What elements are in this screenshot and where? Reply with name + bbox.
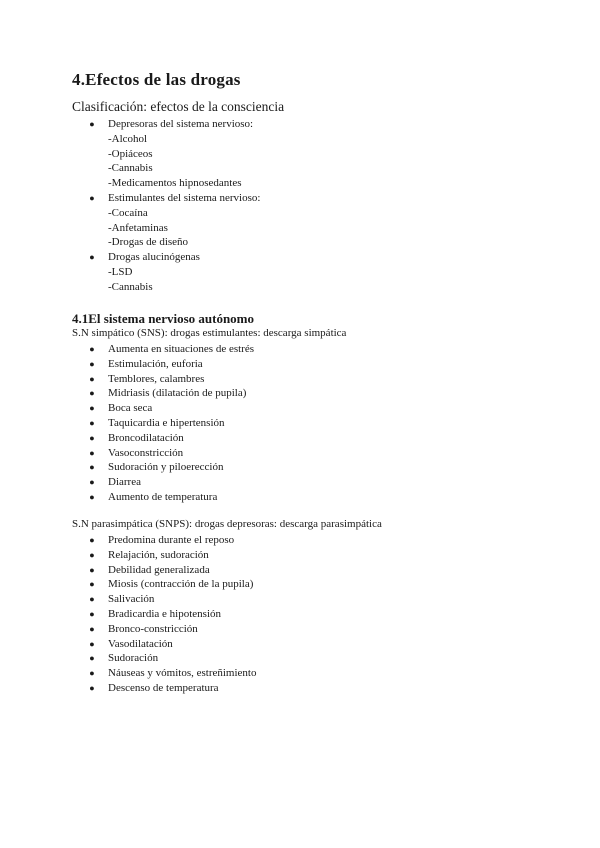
sub-item-text: -LSD — [108, 265, 133, 278]
bullet-icon: ● — [89, 579, 95, 590]
sub-item — [0, 161, 600, 176]
list-item-text: Vasoconstricción — [108, 446, 184, 459]
list-item — [0, 622, 600, 637]
list-item-text: Bradicardia e hipotensión — [108, 607, 222, 620]
list-item-text: Sudoración — [108, 652, 159, 665]
list-item-text: Relajación, sudoración — [108, 548, 209, 561]
bullet-icon: ● — [89, 638, 95, 649]
list-item-text: Aumento de temperatura — [108, 490, 218, 503]
list-item — [0, 431, 600, 446]
list-item — [0, 191, 600, 206]
sub-item — [0, 176, 600, 191]
sns-intro: S.N simpático (SNS): drogas estimulantes: descarga simpática — [72, 327, 347, 339]
list-item-text: Depresoras del sistema nervioso: — [108, 118, 254, 130]
sns-list — [0, 342, 600, 505]
bullet-icon: ● — [89, 388, 95, 399]
list-item — [0, 563, 600, 578]
bullet-icon: ● — [89, 447, 95, 458]
sub-item-text: -Cannabis — [108, 280, 153, 293]
list-item-text: Aumenta en situaciones de estrés — [108, 343, 255, 355]
bullet-icon: ● — [89, 373, 95, 384]
list-item-text: Náuseas y vómitos, estreñimiento — [108, 667, 257, 680]
sub-item-text: -Cannabis — [108, 162, 153, 175]
sub-item — [0, 206, 600, 221]
bullet-icon: ● — [89, 668, 95, 679]
list-item-text: Estimulación, euforia — [108, 357, 203, 370]
list-item — [0, 681, 600, 696]
sub-item-text: -Drogas de diseño — [108, 236, 189, 249]
bullet-icon: ● — [89, 417, 95, 428]
bullet-icon: ● — [89, 682, 95, 693]
bullet-icon: ● — [89, 653, 95, 664]
list-item — [0, 548, 600, 563]
classification-list — [0, 117, 600, 295]
list-item — [0, 386, 600, 401]
sub-item-text: -Medicamentos hipnosedantes — [108, 177, 242, 190]
bullet-icon: ● — [89, 535, 95, 545]
list-item — [0, 592, 600, 607]
list-item — [0, 637, 600, 652]
list-item-text: Drogas alucinógenas — [108, 251, 200, 264]
list-item-text: Midriasis (dilatación de pupila) — [108, 387, 247, 400]
bullet-icon: ● — [89, 623, 95, 634]
bullet-icon: ● — [89, 252, 95, 263]
list-item — [0, 372, 600, 387]
sub-item — [0, 235, 600, 250]
bullet-icon: ● — [89, 462, 95, 473]
bullet-icon: ● — [89, 344, 95, 354]
bullet-icon: ● — [89, 192, 95, 203]
bullet-icon: ● — [89, 119, 95, 129]
list-item — [0, 607, 600, 622]
list-item — [0, 446, 600, 461]
list-item — [0, 577, 600, 592]
list-item — [0, 490, 600, 505]
list-item-text: Broncodilatación — [108, 431, 184, 444]
snps-intro: S.N parasimpática (SNPS): drogas depresoras: descarga parasimpática — [72, 518, 382, 530]
section-heading: 4.1El sistema nervioso autónomo — [72, 311, 254, 326]
bullet-icon: ● — [89, 564, 95, 575]
list-item — [0, 651, 600, 666]
bullet-icon: ● — [89, 358, 95, 369]
list-item — [0, 401, 600, 416]
list-item-text: Predomina durante el reposo — [108, 534, 235, 546]
sub-item-text: -Opiáceos — [108, 147, 153, 160]
sub-item-text: -Cocaína — [108, 206, 148, 219]
list-item-text: Bronco-constricción — [108, 622, 198, 635]
list-item — [0, 666, 600, 681]
list-item — [0, 533, 600, 548]
sub-item-text: -Anfetaminas — [108, 221, 168, 234]
list-item-text: Taquicardia e hipertensión — [108, 416, 225, 429]
list-item — [0, 357, 600, 372]
list-item-text: Sudoración y piloerección — [108, 461, 224, 474]
list-item-text: Boca seca — [108, 402, 153, 415]
sub-item — [0, 147, 600, 162]
bullet-icon: ● — [89, 491, 95, 502]
list-item — [0, 342, 600, 357]
page-title: 4.Efectos de las drogas — [72, 70, 241, 89]
bullet-icon: ● — [89, 549, 95, 560]
sub-item — [0, 265, 600, 280]
list-item — [0, 117, 600, 132]
list-item-text: Miosis (contracción de la pupila) — [108, 578, 254, 591]
bullet-icon: ● — [89, 477, 95, 488]
list-item — [0, 475, 600, 490]
list-item-text: Vasodilatación — [108, 637, 173, 650]
list-item-text: Salivación — [108, 593, 155, 606]
bullet-icon: ● — [89, 403, 95, 414]
list-item — [0, 460, 600, 475]
bullet-icon: ● — [89, 594, 95, 605]
list-item-text: Temblores, calambres — [108, 372, 205, 385]
bullet-icon: ● — [89, 432, 95, 443]
snps-list — [0, 533, 600, 696]
list-item-text: Descenso de temperatura — [108, 681, 219, 694]
bullet-icon: ● — [89, 608, 95, 619]
sub-item — [0, 132, 600, 147]
sub-item — [0, 280, 600, 295]
sub-item — [0, 221, 600, 236]
list-item-text: Diarrea — [108, 476, 141, 489]
sub-item-text: -Alcohol — [108, 132, 148, 145]
list-item — [0, 416, 600, 431]
classification-heading: Clasificación: efectos de la consciencia — [72, 99, 285, 114]
list-item-text: Estimulantes del sistema nervioso: — [108, 191, 261, 204]
list-item — [0, 250, 600, 265]
list-item-text: Debilidad generalizada — [108, 563, 210, 576]
